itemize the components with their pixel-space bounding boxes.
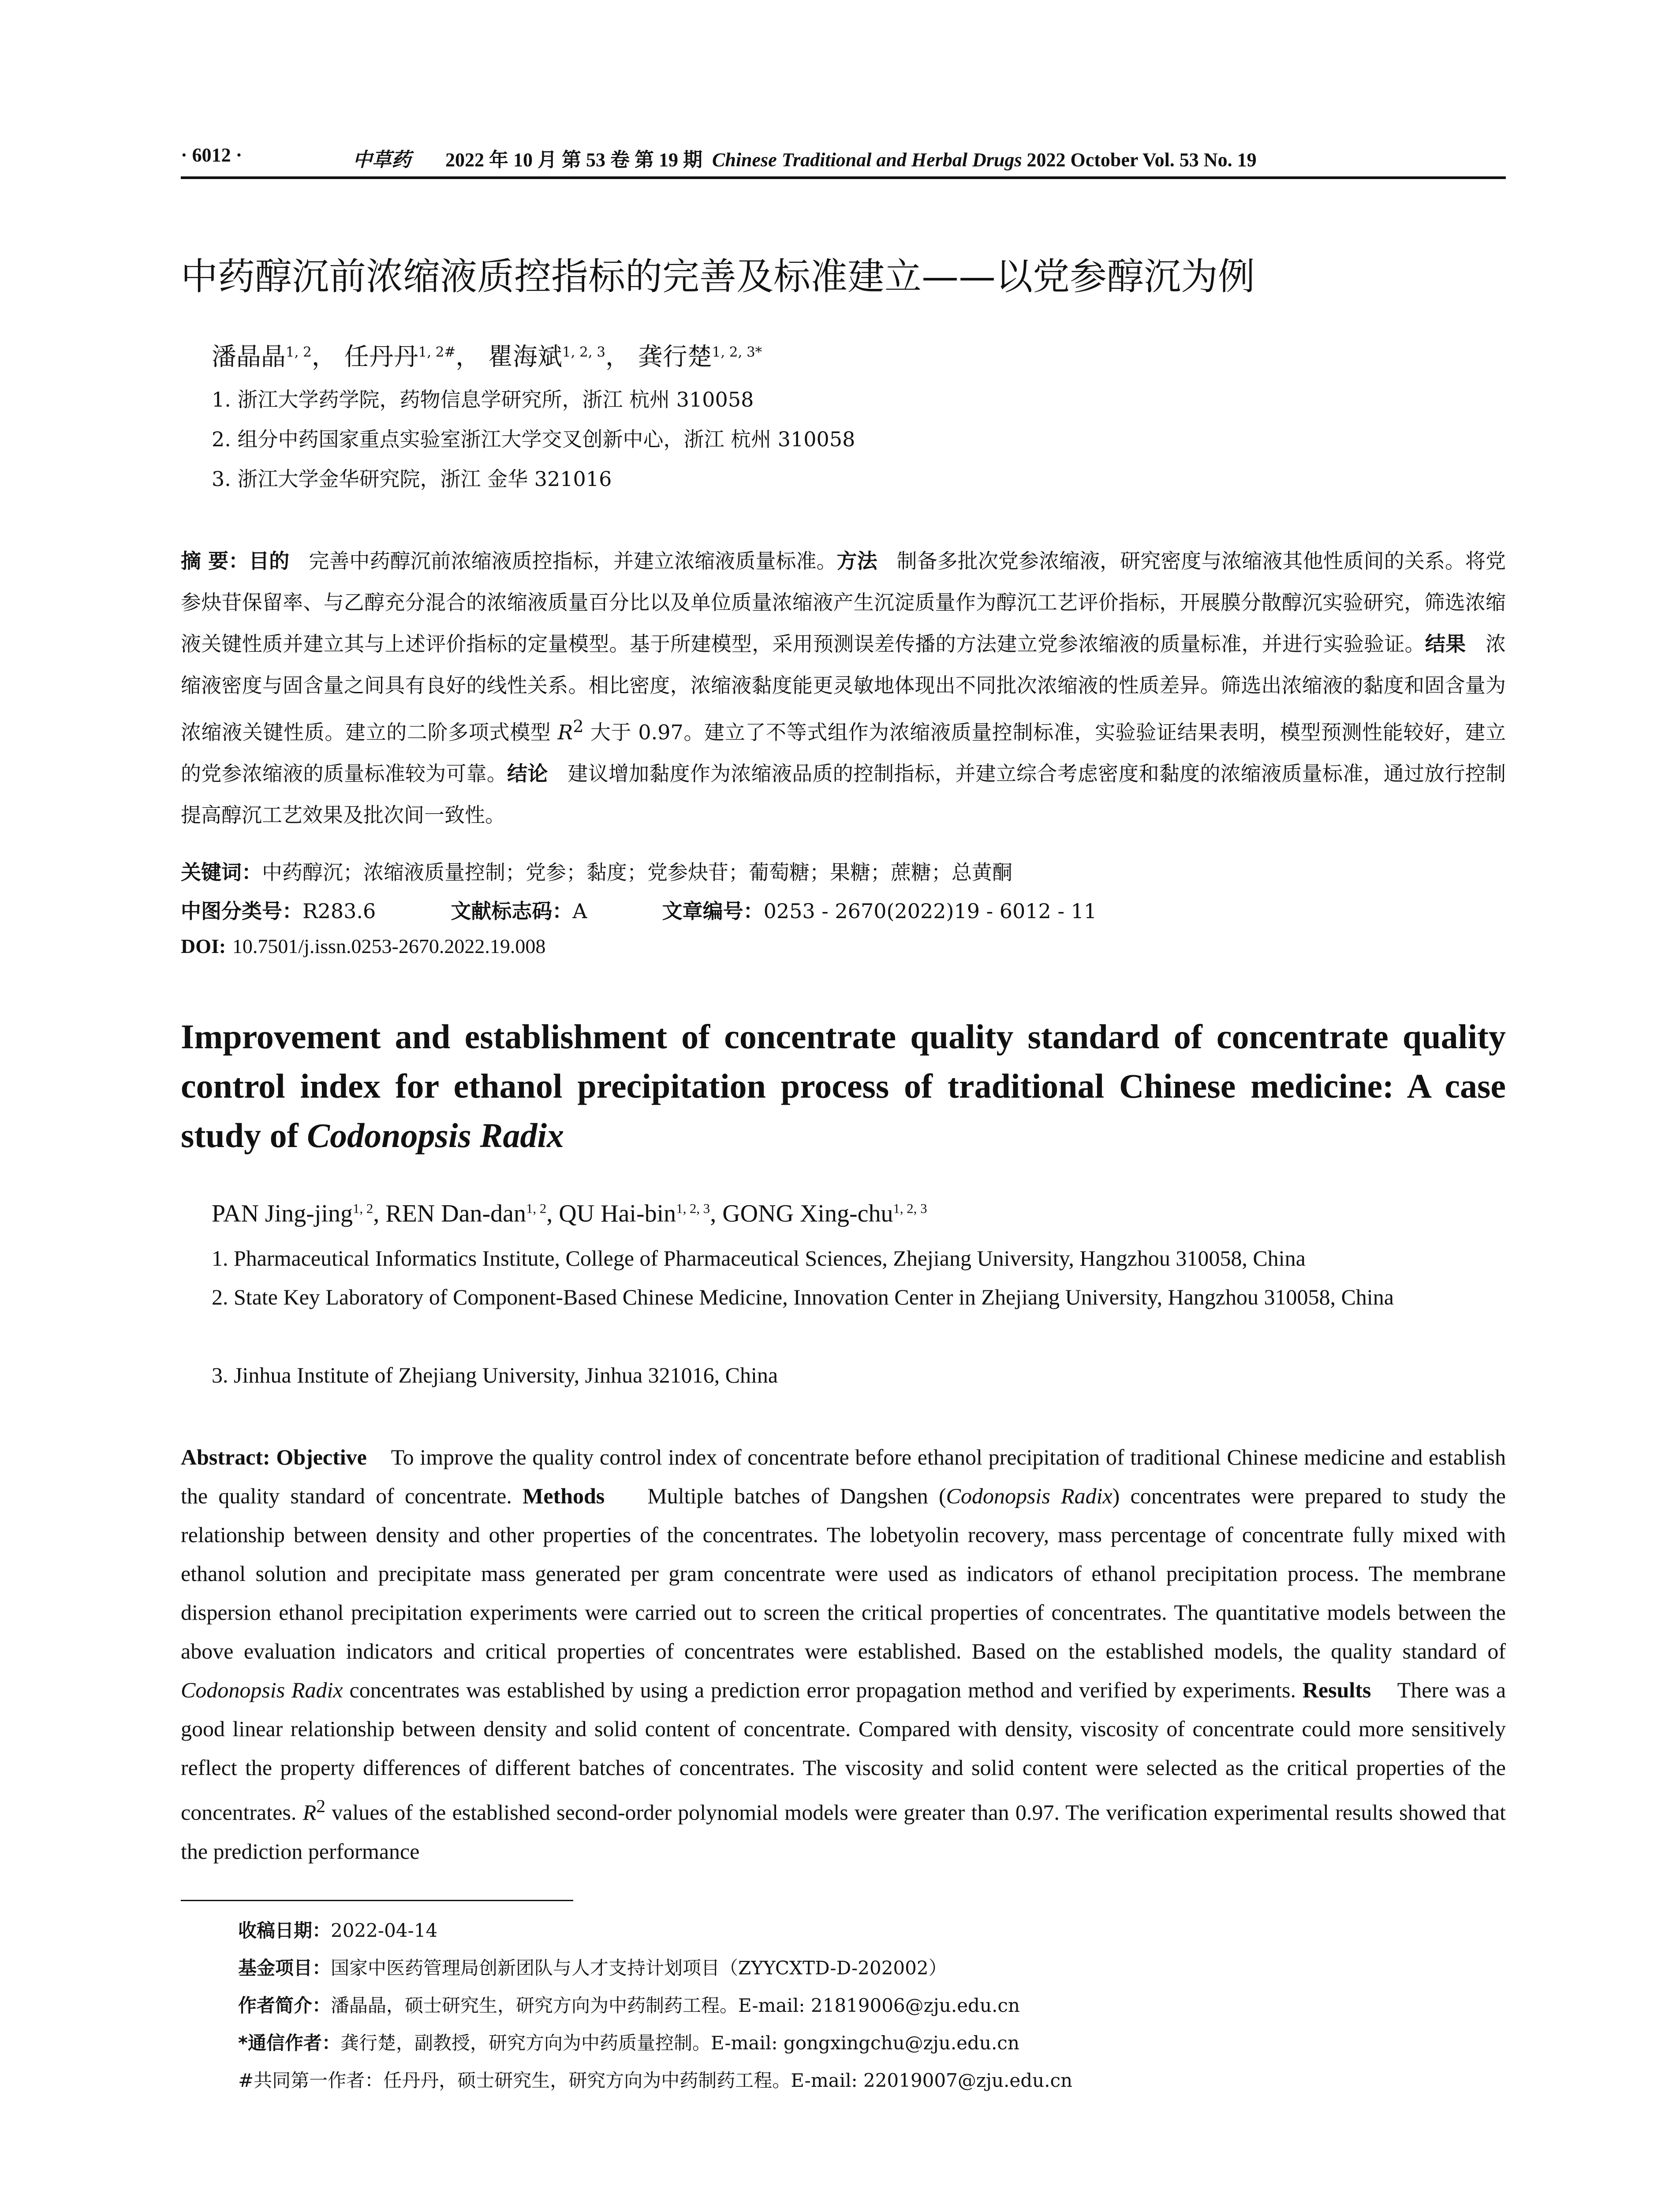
author-sep: ， xyxy=(455,343,481,371)
footnote-received xyxy=(238,1916,437,1943)
author-name: PAN Jing-jing xyxy=(212,1200,353,1227)
author-sep: , xyxy=(373,1200,386,1227)
r-squared: R xyxy=(302,1800,317,1825)
cn-abstract xyxy=(181,540,1506,836)
author-sup: 1, 2 xyxy=(353,1201,373,1216)
cn-doi xyxy=(181,934,545,958)
results-text-cont: 大于 0.97。建立了不等式组作为浓缩液质量控制标准，实验验证结果表明，模型预测性能较好，建立的党参浓缩液的质量标准较为可靠。 xyxy=(181,720,1506,786)
en-authors xyxy=(212,1200,927,1228)
article-label: 文章编号： xyxy=(662,899,764,923)
page-number: · 6012 · xyxy=(181,144,243,166)
keywords-text: 中药醇沉；浓缩液质量控制；党参；黏度；党参炔苷；葡萄糖；果糖；蔗糖；总黄酮 xyxy=(262,860,1012,884)
author-sup: 1, 2, 3* xyxy=(712,344,762,360)
objective-text: 完善中药醇沉前浓缩液质控指标，并建立浓缩液质量标准。 xyxy=(309,549,837,573)
author-name: QU Hai-bin xyxy=(559,1200,676,1227)
conclusion-text: 建议增加黏度作为浓缩液品质的控制指标，并建立综合考虑密度和黏度的浓缩液质量标准，通过放行控制提高醇沉工艺效果及批次间一致性。 xyxy=(181,762,1506,827)
footnote-text: 潘晶晶，硕士研究生，研究方向为中药制药工程。E-mail: 21819006@zju.edu.cn xyxy=(331,1995,1020,2016)
en-title-main: Improvement and establishment of concentrate quality standard of concentrate quality control index for ethanol precipitation process of traditional Chinese medicine: A case study of xyxy=(181,1017,1506,1155)
footnote-corresponding xyxy=(238,2029,1019,2055)
cn-affiliation: 2. 组分中药国家重点实验室浙江大学交叉创新中心，浙江 杭州 310058 xyxy=(212,427,855,451)
abstract-label: Abstract: Objective xyxy=(181,1445,367,1469)
clc-value: R283.6 xyxy=(302,899,376,923)
results-label: Results xyxy=(1302,1678,1371,1702)
en-affiliation: 2. State Key Laboratory of Component-Based Chinese Medicine, Innovation Center in Zhejiang University, Hangzhou 310058, China xyxy=(212,1285,1394,1309)
r-squared: R xyxy=(557,720,573,744)
abstract-label: 摘 要： xyxy=(181,549,249,573)
r-squared-sup: 2 xyxy=(573,717,584,736)
cn-affiliation: 1. 浙江大学药学院，药物信息学研究所，浙江 杭州 310058 xyxy=(212,388,754,411)
methods-text-end: concentrates was established by using a prediction error propagation method and verified by experiments. xyxy=(343,1678,1296,1702)
en-affiliation: 1. Pharmaceutical Informatics Institute, College of Pharmaceutical Sciences, Zhejiang University, Hangzhou 310058, China xyxy=(212,1246,1306,1271)
footnote-label: 收稿日期： xyxy=(238,1920,331,1941)
cn-keywords xyxy=(181,856,1012,886)
author-sup: 1, 2 xyxy=(286,344,312,360)
footnote-text: 2022-04-14 xyxy=(331,1920,438,1941)
footnote-label: 基金项目： xyxy=(238,1957,331,1979)
footnote-label: 作者简介： xyxy=(238,1995,331,2016)
issue-cn: 2022 年 10 月 第 53 卷 第 19 期 xyxy=(445,149,702,171)
issue-en: 2022 October Vol. 53 No. 19 xyxy=(1027,149,1257,171)
author-sep: , xyxy=(710,1200,723,1227)
methods-label: 方法 xyxy=(836,549,877,573)
keywords-label: 关键词： xyxy=(181,860,262,884)
footnote-text: 龚行楚，副教授，研究方向为中药质量控制。E-mail: gongxingchu@zju.edu.cn xyxy=(340,2032,1019,2054)
methods-text: Multiple batches of Dangshen ( xyxy=(647,1484,946,1508)
footnote-funding xyxy=(238,1954,947,1980)
article-number: 0253 - 2670(2022)19 - 6012 - 11 xyxy=(763,899,1097,923)
r-squared-sup: 2 xyxy=(316,1796,326,1816)
author-name: GONG Xing-chu xyxy=(722,1200,893,1227)
cn-title: 中药醇沉前浓缩液质控指标的完善及标准建立——以党参醇沉为例 xyxy=(181,255,1255,298)
objective-text: To improve the quality control index of concentrate before ethanol precipitation of traditional Chinese medicine and establish the quality standard of concentrate. xyxy=(181,1445,1506,1508)
methods-text-cont: ) concentrates were prepared to study the relationship between density and other properties of the concentrates. The lobetyolin recovery, mass percentage of concentrate fully mixed with ethanol solution and precipitate mass generated per gram concentrate were used as indicators of ethanol precipitation process. The membrane dispersion ethanol precipitation experiments were carried out to screen the critical properties of concentrates. The quantitative models between the above evaluation indicators and critical properties of concentrates were established. Based on the established models, the quality standard of xyxy=(181,1484,1506,1663)
cn-affiliation: 3. 浙江大学金华研究院，浙江 金华 321016 xyxy=(212,467,612,491)
results-text-cont: values of the established second-order polynomial models were greater than 0.97. The verification experimental results showed that the prediction performance xyxy=(181,1800,1506,1864)
footnote-text: 国家中医药管理局创新团队与人才支持计划项目（ZYYCXTD-D-202002） xyxy=(331,1957,947,1979)
author-name: 潘晶晶 xyxy=(212,343,286,371)
footnote-author-bio xyxy=(238,1991,1020,2018)
en-title xyxy=(181,1012,1506,1160)
objective-label: 目的 xyxy=(249,549,290,573)
header-rule xyxy=(181,176,1506,179)
conclusion-label: 结论 xyxy=(507,762,548,786)
methods-label: Methods xyxy=(523,1484,605,1508)
author-name: REN Dan-dan xyxy=(385,1200,526,1227)
results-label: 结果 xyxy=(1425,632,1466,656)
author-sep: ， xyxy=(311,343,336,371)
species-italic: Codonopsis Radix xyxy=(946,1484,1113,1508)
cn-classification xyxy=(181,895,1097,924)
doccode-label: 文献标志码： xyxy=(451,899,573,923)
author-name: 龚行楚 xyxy=(638,343,712,371)
author-sup: 1, 2, 3 xyxy=(893,1201,927,1216)
methods-text: 制备多批次党参浓缩液，研究密度与浓缩液其他性质间的关系。将党参炔苷保留率、与乙醇充分混合的浓缩液质量百分比以及单位质量浓缩液产生沉淀质量作为醇沉工艺评价指标，开展膜分散醇沉实验研究，筛选浓缩液关键性质并建立其与上述评价指标的定量模型。基于所建模型，采用预测误差传播的方法建立党参浓缩液的质量标准，并进行实验验证。 xyxy=(181,549,1506,656)
en-affiliation: 3. Jinhua Institute of Zhejiang University, Jinhua 321016, China xyxy=(212,1363,778,1387)
footnote-text: #共同第一作者：任丹丹，硕士研究生，研究方向为中药制药工程。E-mail: 22019007@zju.edu.cn xyxy=(238,2070,1073,2091)
doi-label: DOI: xyxy=(181,935,226,957)
cn-authors xyxy=(212,337,762,373)
author-sup: 1, 2, 3 xyxy=(676,1201,710,1216)
author-name: 瞿海斌 xyxy=(488,343,562,371)
author-sup: 1, 2 xyxy=(526,1201,547,1216)
results-text: 浓缩液密度与固含量之间具有良好的线性关系。相比密度，浓缩液黏度能更灵敏地体现出不同批次浓缩液的性质差异。筛选出浓缩液的黏度和固含量为浓缩液关键性质。建立的二阶多项式模型 xyxy=(181,632,1506,744)
author-sup: 1, 2, 3 xyxy=(562,344,605,360)
en-abstract xyxy=(181,1438,1506,1871)
species-italic: Codonopsis Radix xyxy=(181,1678,343,1702)
author-sep: , xyxy=(546,1200,559,1227)
footnote-cofirst xyxy=(238,2066,1072,2093)
footnote-label: *通信作者： xyxy=(238,2032,340,2054)
en-title-italic: Codonopsis Radix xyxy=(307,1116,564,1155)
clc-label: 中图分类号： xyxy=(181,899,302,923)
author-sep: ， xyxy=(605,343,630,371)
journal-name-cn: 中草药 xyxy=(353,149,411,171)
doccode-value: A xyxy=(572,899,587,923)
journal-name-en: Chinese Traditional and Herbal Drugs xyxy=(712,149,1022,171)
footnote-rule xyxy=(181,1900,573,1901)
author-sup: 1, 2# xyxy=(418,344,456,360)
running-header xyxy=(445,144,1257,172)
author-name: 任丹丹 xyxy=(344,343,418,371)
doi-value[interactable]: 10.7501/j.issn.0253-2670.2022.19.008 xyxy=(232,935,546,957)
results-text: There was a good linear relationship between density and solid content of concentrate. Compared with density, viscosity of concentrate could more sensitively reflect the property differences of different batches of concentrates. The viscosity and solid content were selected as the critical properties of the concentrates. xyxy=(181,1678,1506,1825)
